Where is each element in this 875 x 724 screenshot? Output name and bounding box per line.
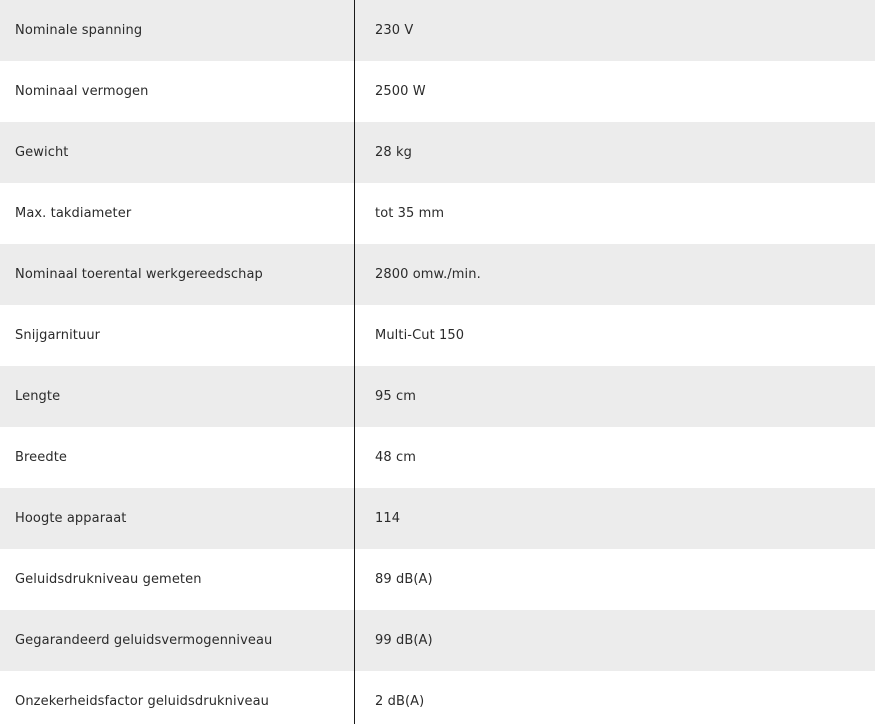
spec-value: 95 cm	[375, 389, 416, 404]
spec-label: Lengte	[15, 389, 61, 404]
column-divider	[354, 0, 355, 724]
spec-value: 89 dB(A)	[375, 572, 433, 587]
spec-value: 114	[375, 511, 401, 526]
spec-label: Geluidsdrukniveau gemeten	[15, 572, 202, 587]
spec-row-lengte	[0, 366, 875, 427]
spec-label: Gewicht	[15, 145, 69, 160]
spec-row-geluidsdrukniveau-gemeten	[0, 549, 875, 610]
spec-value: 28 kg	[375, 145, 412, 160]
spec-value: 230 V	[375, 23, 414, 38]
spec-label: Nominaal vermogen	[15, 84, 149, 99]
spec-row-onzekerheidsfactor	[0, 671, 875, 724]
spec-row-nominaal-vermogen	[0, 61, 875, 122]
spec-label: Snijgarnituur	[15, 328, 101, 343]
spec-label: Breedte	[15, 450, 68, 465]
spec-row-snijgarnituur	[0, 305, 875, 366]
spec-row-nominaal-toerental	[0, 244, 875, 305]
spec-value: 2500 W	[375, 84, 426, 99]
spec-value: 2800 omw./min.	[375, 267, 481, 282]
spec-row-nominale-spanning	[0, 0, 875, 61]
spec-value: 48 cm	[375, 450, 416, 465]
spec-row-gewicht	[0, 122, 875, 183]
spec-row-max-takdiameter	[0, 183, 875, 244]
spec-value: tot 35 mm	[375, 206, 445, 221]
spec-row-gegarandeerd-geluidsvermogenniveau	[0, 610, 875, 671]
spec-label: Hoogte apparaat	[15, 511, 127, 526]
spec-label: Nominale spanning	[15, 23, 143, 38]
spec-value: 99 dB(A)	[375, 633, 433, 648]
spec-label: Onzekerheidsfactor geluidsdrukniveau	[15, 694, 270, 709]
spec-label: Gegarandeerd geluidsvermogenniveau	[15, 633, 273, 648]
spec-row-hoogte-apparaat	[0, 488, 875, 549]
spec-value: 2 dB(A)	[375, 694, 425, 709]
spec-row-breedte	[0, 427, 875, 488]
spec-value: Multi-Cut 150	[375, 328, 465, 343]
spec-label: Max. takdiameter	[15, 206, 132, 221]
spec-label: Nominaal toerental werkgereedschap	[15, 267, 263, 282]
